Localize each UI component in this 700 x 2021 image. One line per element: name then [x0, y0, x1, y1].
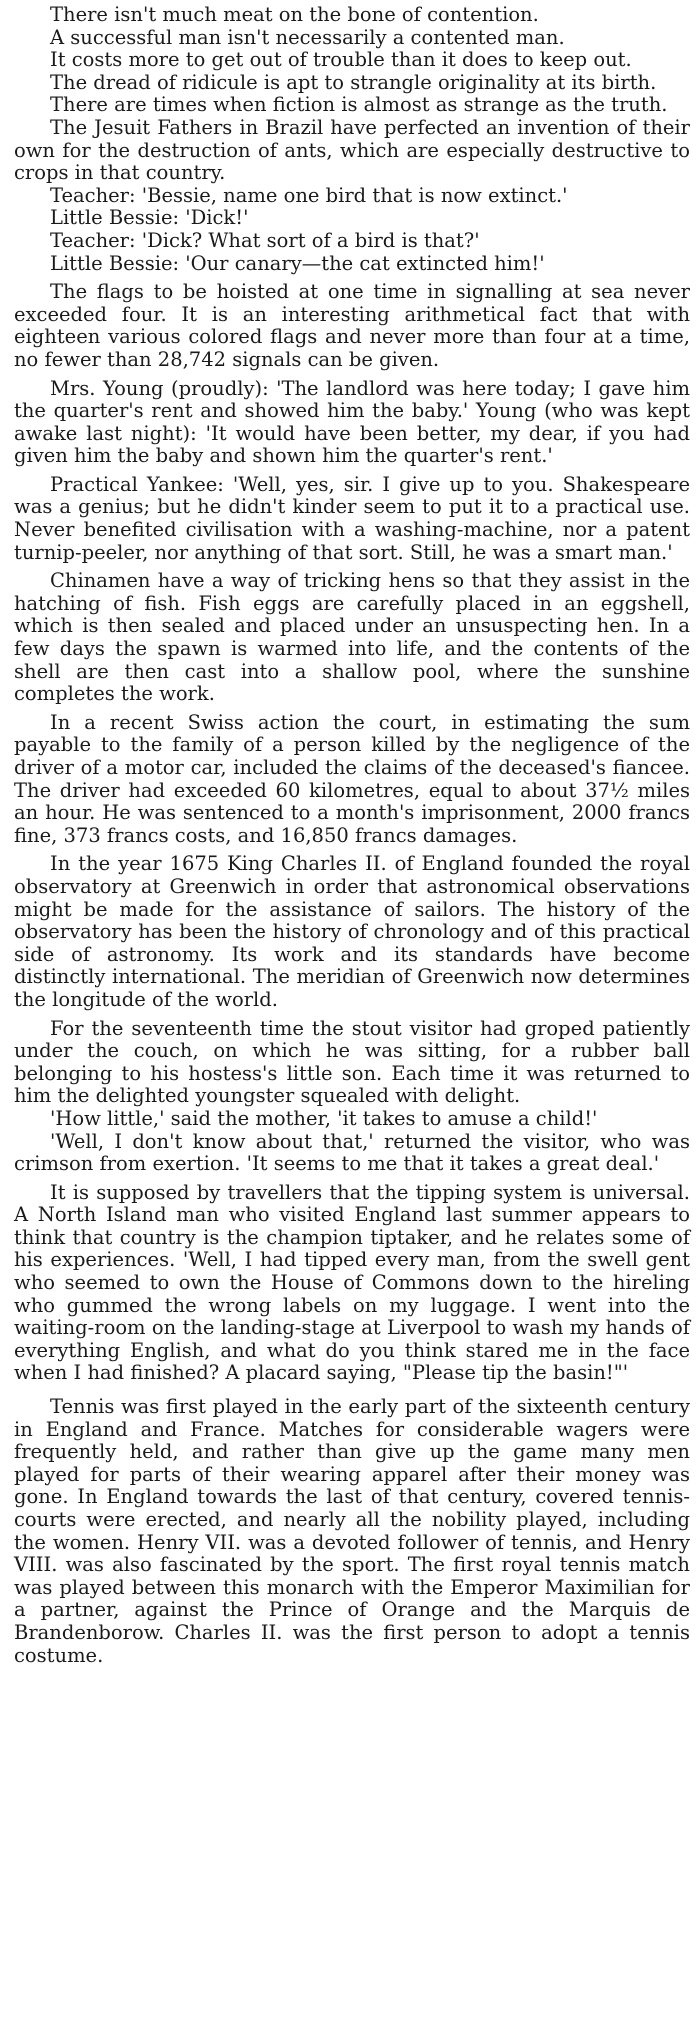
dialogue-block — [14, 185, 690, 275]
paragraph-mrs-young: Mrs. Young (proudly): 'The landlord was here today; I gave him the quarter's rent and showed him the baby.' Young (who was kept awake last night): 'It would have been better, my dear, if you had given him the baby and shown him the quarter's rent.' — [14, 376, 690, 468]
paragraph-mother: 'How little,' said the mother, 'it takes to amuse a child!' — [50, 1106, 598, 1130]
dialogue-line: Teacher: 'Bessie, name one bird that is now extinct.' — [50, 183, 568, 207]
paragraph-practical-yankee: Practical Yankee: 'Well, yes, sir. I give up to you. Shakespeare was a genius; but he didn't kinder seem to put it to a practical use. Never benefited civilisation with a washing-machine, nor a patent turnip-peeler, nor anything of that sort. Still, he was a smart man.' — [14, 472, 690, 564]
paragraph-tipping: It is supposed by travellers that the tipping system is universal. A North Island man who visited England last summer appears to think that country is the champion tiptaker, and he relates some of his experiences. 'Well, I had tipped every man, from the swell gent who seemed to own the House of Commons down to the hireling who gummed the wrong labels on my luggage. I went into the waiting-room on the landing-stage at Liverpool to wash my hands of everything English, and what do you think stared me in the face when I had finished? A placard saying, "Please tip the basin!"' — [14, 1180, 690, 1385]
paragraph-swiss-action: In a recent Swiss action the court, in estimating the sum payable to the family of a person killed by the negligence of the driver of a motor car, included the claims of the deceased's fiancee. The driver had exceeded 60 kilometres, equal to about 37½ miles an hour. He was sentenced to a month's imprisonment, 2000 francs fine, 373 francs costs, and 16,850 francs damages. — [14, 710, 690, 847]
paragraph-stout-visitor: For the seventeenth time the stout visitor had groped patiently under the couch, on which he was sitting, for a rubber ball belonging to his hostess's little son. Each time it was returned to him the delighted youngster squealed with delight. — [14, 1016, 690, 1108]
dialogue-line: Little Bessie: 'Dick!' — [50, 206, 249, 230]
dialogue-line: Little Bessie: 'Our canary—the cat extincted him!' — [50, 251, 545, 275]
dialogue-line: Teacher: 'Dick? What sort of a bird is that?' — [50, 228, 480, 252]
paragraph-2: A successful man isn't necessarily a contented man. — [50, 25, 565, 49]
paragraph-5: There are times when fiction is almost as strange as the truth. — [50, 93, 668, 117]
paragraph-tennis: Tennis was first played in the early part of the sixteenth century in England and France. Matches for considerable wagers were frequently held, and rather than give up the game many men played for parts of their wearing apparel after their money was gone. In England towards the last of that century, covered tennis-courts were erected, and nearly all the nobility played, including the women. Henry VII. was a devoted follower of tennis, and Henry VIII. was also fascinated by the sport. The first royal tennis match was played between this monarch with the Emperor Maximilian for a partner, against the Prince of Orange and the Marquis de Brandenborow. Charles II. was the first person to adopt a tennis costume. — [14, 1395, 690, 1667]
paragraph-1: There isn't much meat on the bone of contention. — [50, 3, 539, 26]
paragraph-chinamen: Chinamen have a way of tricking hens so that they assist in the hatching of fish. Fish eggs are carefully placed in an eggshell, which is then sealed and placed under an unsuspecting hen. In a few days the spawn is warmed into life, and the contents of the shell are then cast into a shallow pool, where the sunshine completes the work. — [14, 569, 690, 706]
paragraph-visitor-reply: 'Well, I don't know about that,' returned the visitor, who was crimson from exertion. 'It seems to me that it takes a great deal.' — [14, 1129, 690, 1176]
paragraph-4: The dread of ridicule is apt to strangle originality at its birth. — [50, 70, 657, 94]
paragraph-greenwich: In the year 1675 King Charles II. of England founded the royal observatory at Greenwich in order that astronomical observations might be made for the assistance of sailors. The history of the observatory has been the history of chronology and of this practical side of astronomy. Its work and its standards have become distinctly international. The meridian of Greenwich now determines the longitude of the world. — [14, 852, 690, 1011]
paragraph-flags: The flags to be hoisted at one time in signalling at sea never exceeded four. It is an interesting arithmetical fact that with eighteen various colored flags and never more than four at a time, no fewer than 28,742 signals can be given. — [14, 280, 690, 371]
paragraph-6: The Jesuit Fathers in Brazil have perfected an invention of their own for the destruction of ants, which are especially destructive to crops in that country. — [14, 115, 690, 185]
paragraph-3: It costs more to get out of trouble than it does to keep out. — [50, 48, 632, 72]
